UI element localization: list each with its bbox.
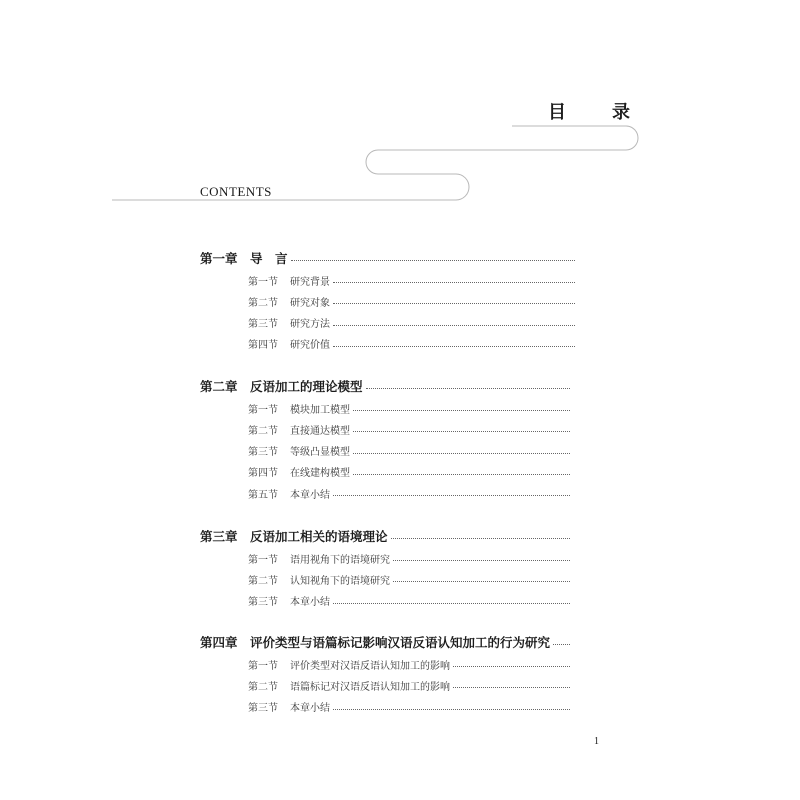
page-title: 目 录	[548, 102, 644, 123]
section-number: 第三节	[248, 703, 278, 715]
section-number: 第三节	[248, 447, 278, 459]
section-title: 语用视角下的语境研究	[290, 554, 390, 566]
chapter-number: 第三章	[200, 529, 238, 544]
section-number: 第三节	[248, 319, 278, 331]
section-title: 本章小结	[290, 597, 330, 609]
chapter-number: 第四章	[200, 635, 238, 650]
leader-dots	[453, 666, 570, 668]
section-title: 评价类型对汉语反语认知加工的影响	[290, 660, 450, 672]
section-number: 第二节	[248, 425, 278, 437]
section-number: 第四节	[248, 468, 278, 480]
folio-page-number: 1	[594, 736, 599, 747]
section-number: 第二节	[248, 681, 278, 693]
section-title: 语篇标记对汉语反语认知加工的影响	[290, 681, 450, 693]
chapter-title: 反语加工相关的语境理论	[250, 529, 388, 544]
chapter-title: 导 言	[250, 251, 288, 266]
leader-dots	[333, 303, 575, 305]
leader-dots	[353, 474, 570, 476]
chapter-number: 第一章	[200, 251, 238, 266]
leader-dots	[353, 431, 570, 433]
leader-dots	[291, 260, 575, 262]
section-title: 模块加工模型	[290, 404, 350, 416]
chapter-title: 评价类型与语篇标记影响汉语反语认知加工的行为研究	[250, 635, 551, 650]
section-title: 认知视角下的语境研究	[290, 575, 390, 587]
section-title: 研究背景	[290, 276, 330, 288]
leader-dots	[393, 560, 570, 562]
section-title: 直接通达模型	[290, 425, 350, 437]
leader-dots	[391, 538, 570, 540]
leader-dots	[333, 709, 570, 711]
leader-dots	[453, 687, 570, 689]
section-number: 第一节	[248, 404, 278, 416]
section-title: 研究方法	[290, 319, 330, 331]
section-number: 第四节	[248, 340, 278, 352]
section-number: 第一节	[248, 660, 278, 672]
section-number: 第五节	[248, 489, 278, 501]
leader-dots	[393, 581, 570, 583]
page-subtitle-en: CONTENTS	[200, 184, 272, 199]
leader-dots	[333, 495, 570, 497]
section-number: 第一节	[248, 276, 278, 288]
leader-dots	[353, 410, 570, 412]
chapter-title: 反语加工的理论模型	[250, 379, 363, 394]
section-title: 研究价值	[290, 340, 330, 352]
section-title: 研究对象	[290, 297, 330, 309]
leader-dots	[333, 282, 575, 284]
leader-dots	[353, 453, 570, 455]
section-number: 第一节	[248, 554, 278, 566]
leader-dots	[333, 603, 570, 605]
section-number: 第二节	[248, 575, 278, 587]
section-title: 等级凸显模型	[290, 447, 350, 459]
leader-dots	[553, 644, 570, 646]
section-number: 第三节	[248, 597, 278, 609]
section-number: 第二节	[248, 297, 278, 309]
leader-dots	[333, 346, 575, 348]
chapter-number: 第二章	[200, 379, 238, 394]
section-title: 本章小结	[290, 489, 330, 501]
section-title: 本章小结	[290, 703, 330, 715]
leader-dots	[333, 325, 575, 327]
section-title: 在线建构模型	[290, 468, 350, 480]
leader-dots	[366, 388, 570, 390]
